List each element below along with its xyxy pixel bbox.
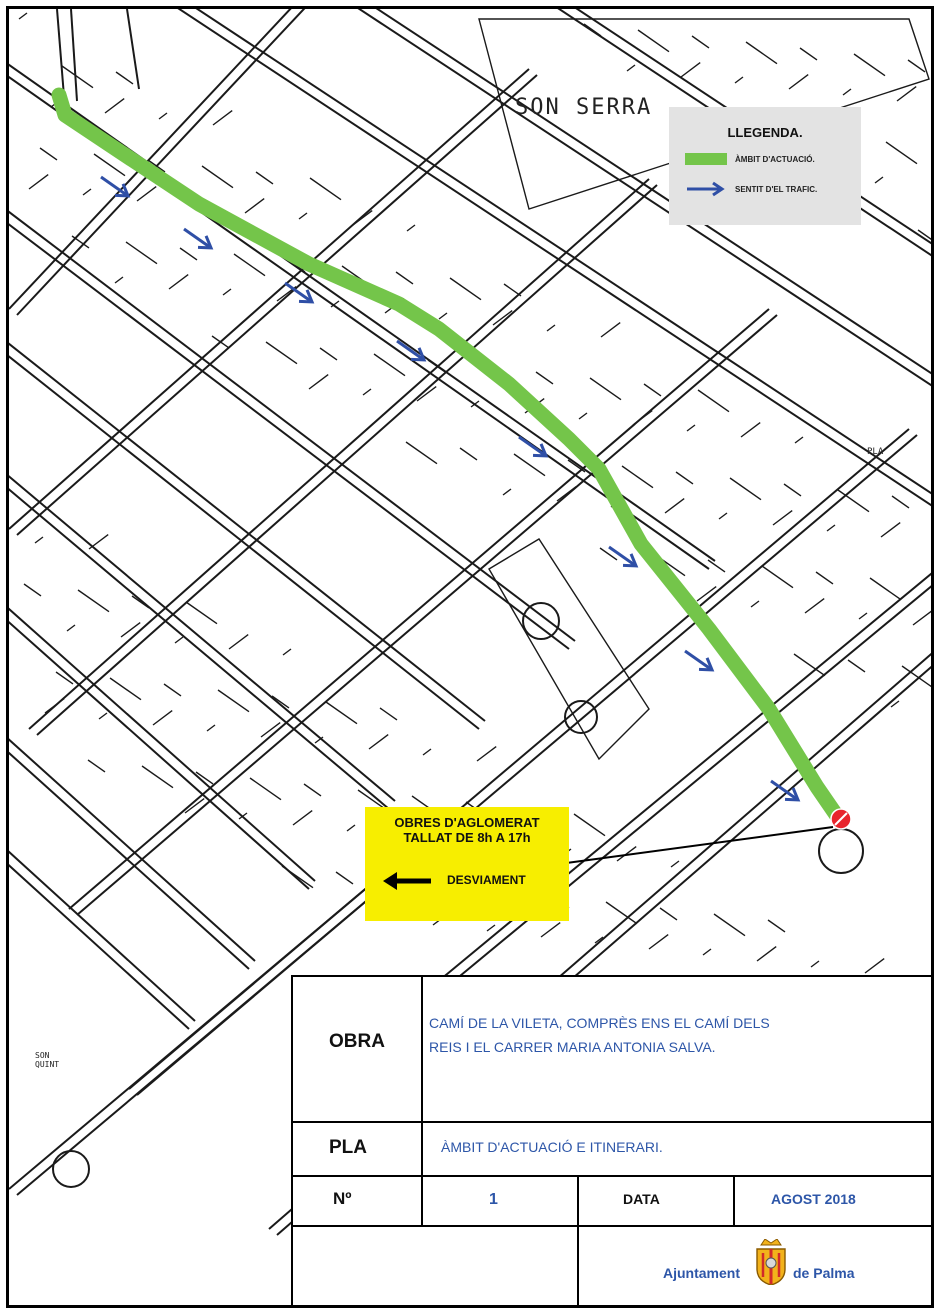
traffic-arrow-icon <box>767 775 802 805</box>
pla-label: PLA <box>329 1137 367 1158</box>
district-label-pla: PLA <box>867 447 884 457</box>
obra-label: OBRA <box>329 1031 385 1052</box>
district-label-son-quint: SON QUINT <box>35 1051 60 1069</box>
traffic-arrow-icon <box>180 223 215 253</box>
traffic-arrow-icon <box>281 277 316 307</box>
arrow-left-icon <box>383 871 433 891</box>
road-closed-icon <box>831 809 851 829</box>
notice-title: OBRES D'AGLOMERAT <box>394 815 540 830</box>
district-label-son-serra: SON SERRA <box>515 95 653 120</box>
legend-title: LLEGENDA. <box>727 125 803 140</box>
blue-arrow-icon <box>685 181 727 197</box>
pla-value: ÀMBIT D'ACTUACIÓ E ITINERARI. <box>441 1139 663 1155</box>
closure-notice <box>365 807 569 921</box>
obra-value-line1: CAMÍ DE LA VILETA, COMPRÈS ENS EL CAMÍ DELS <box>429 1015 770 1031</box>
map-frame <box>6 6 934 1308</box>
city-crest-icon <box>753 1239 789 1285</box>
detour-label: DESVIAMENT <box>447 873 526 887</box>
legend-box <box>669 107 861 225</box>
traffic-direction-arrows <box>97 171 802 805</box>
green-swatch-icon <box>685 153 727 165</box>
brand-de-palma: de Palma <box>793 1265 855 1281</box>
date-label: DATA <box>623 1191 660 1207</box>
number-value: 1 <box>489 1191 498 1208</box>
legend-item-traffic <box>685 181 817 197</box>
brand-ajuntament: Ajuntament <box>663 1265 740 1281</box>
legend-item-label: ÀMBIT D'ACTUACIÓ. <box>735 154 815 164</box>
traffic-arrow-icon <box>681 645 716 675</box>
legend-item-label: SENTIT D'EL TRAFIC. <box>735 184 818 194</box>
notice-schedule: TALLAT DE 8h A 17h <box>403 830 531 845</box>
date-value: AGOST 2018 <box>771 1191 856 1207</box>
number-label: Nº <box>333 1189 352 1208</box>
title-block <box>291 975 934 1308</box>
legend-item-work-area <box>685 151 815 167</box>
obra-value-line2: REIS I EL CARRER MARIA ANTONIA SALVA. <box>429 1039 716 1055</box>
